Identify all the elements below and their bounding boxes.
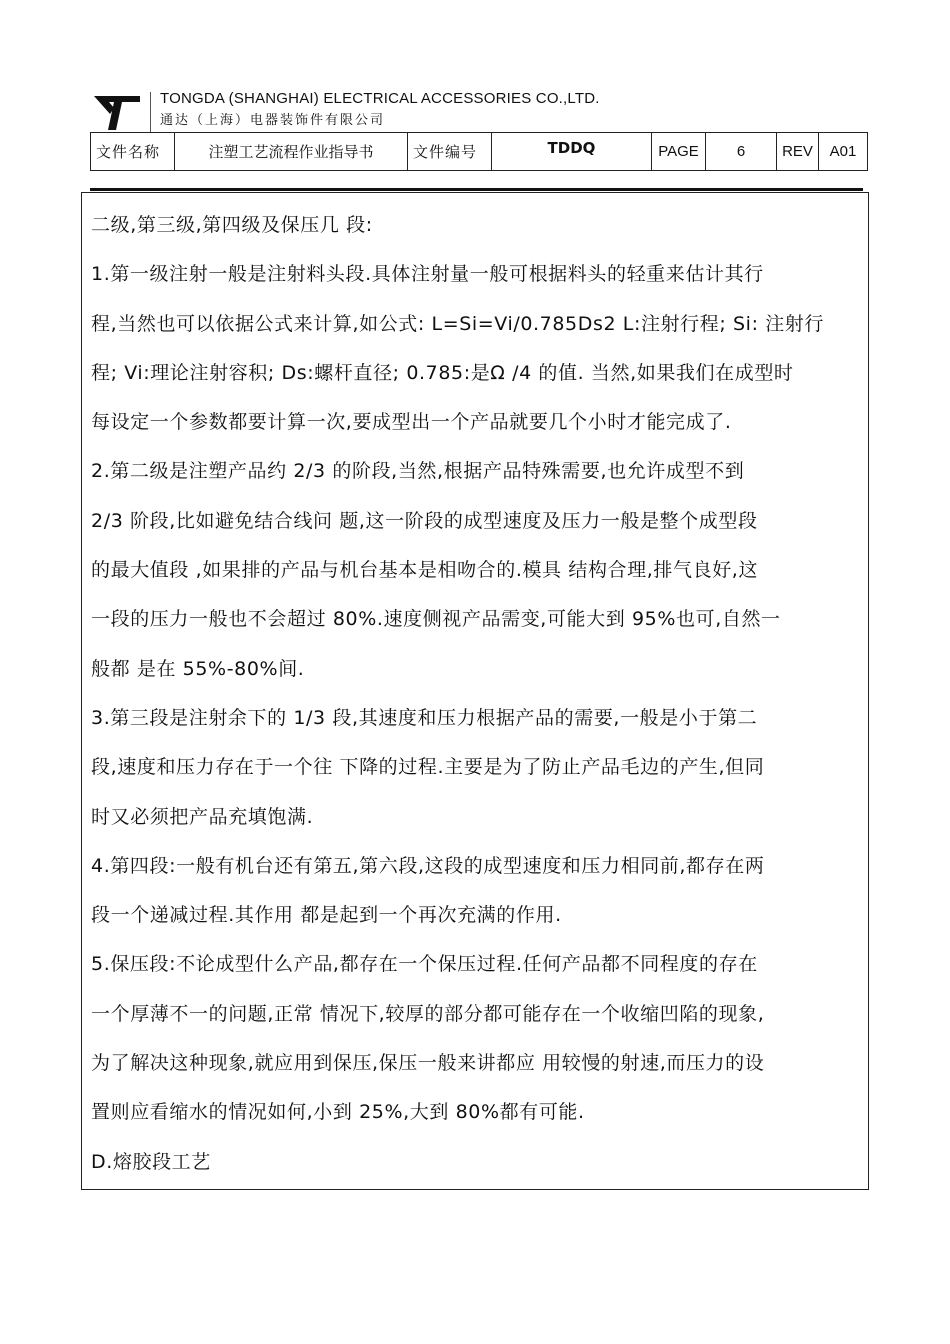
revision-label: REV [777,133,819,171]
revision-value: A01 [819,133,868,171]
text-line: 一段的压力一般也不会超过 80%.速度侧视产品需变,可能大到 95%也可,自然一 [91,608,781,631]
text-line: 置则应看缩水的情况如何,小到 25%,大到 80%都有可能. [91,1101,585,1124]
company-logo [92,92,142,132]
text-line: 般都 是在 55%-80%间. [91,657,305,680]
doc-name-value: 注塑工艺流程作业指导书 [175,133,408,171]
doc-number-value: TDDQ [492,133,652,171]
page-label: PAGE [652,133,706,171]
text-line: 2.第二级是注塑产品约 2/3 的阶段,当然,根据产品特殊需要,也允许成型不到 [91,460,745,483]
doc-name-label: 文件名称 [91,133,175,171]
text-line: 时又必须把产品充填饱满. [91,805,314,828]
text-line: 5.保压段:不论成型什么产品,都存在一个保压过程.任何产品都不同程度的存在 [91,953,758,976]
text-line: 每设定一个参数都要计算一次,要成型出一个产品就要几个小时才能完成了. [91,411,732,434]
text-line: 4.第四段:一般有机台还有第五,第六段,这段的成型速度和压力相同前,都存在两 [91,854,765,877]
text-line: 程,当然也可以依据公式来计算,如公式: L=Si=Vi/0.785Ds2 L:注射行程; Si: 注射行 [91,312,825,335]
company-name-english: TONGDA (SHANGHAI) ELECTRICAL ACCESSORIES CO.,LTD. [160,90,600,107]
doc-number-label: 文件编号 [408,133,492,171]
text-line: 1.第一级注射一般是注射料头段.具体注射量一般可根据料头的轻重来估计其行 [91,263,764,286]
company-name-chinese: 通达（上海）电器装饰件有限公司 [160,113,386,128]
page-number: 6 [706,133,777,171]
text-line: 2/3 阶段,比如避免结合线问 题,这一阶段的成型速度及压力一般是整个成型段 [91,509,758,532]
text-line: 段一个递减过程.其作用 都是起到一个再次充满的作用. [91,904,562,927]
document-header-table [90,132,868,171]
text-line: 二级,第三级,第四级及保压几 段: [91,214,373,236]
text-line: 为了解决这种现象,就应用到保压,保压一般来讲都应 用较慢的射速,而压力的设 [91,1052,765,1075]
text-line: 的最大值段 ,如果排的产品与机台基本是相吻合的.模具 结构合理,排气良好,这 [91,559,759,582]
text-line: D.熔胶段工艺 [91,1150,211,1173]
text-line: 段,速度和压力存在于一个往 下降的过程.主要是为了防止产品毛边的产生,但同 [91,756,765,779]
text-line: 程; Vi:理论注射容积; Ds:螺杆直径; 0.785:是Ω /4 的值. 当然,如果我们在成型时 [91,361,794,384]
logo-divider [150,92,151,132]
document-body [91,201,863,1187]
text-line: 一个厚薄不一的问题,正常 情况下,较厚的部分都可能存在一个收缩凹陷的现象, [91,1002,765,1025]
text-line: 3.第三段是注射余下的 1/3 段,其速度和压力根据产品的需要,一般是小于第二 [91,706,758,729]
header-separator [90,188,863,191]
